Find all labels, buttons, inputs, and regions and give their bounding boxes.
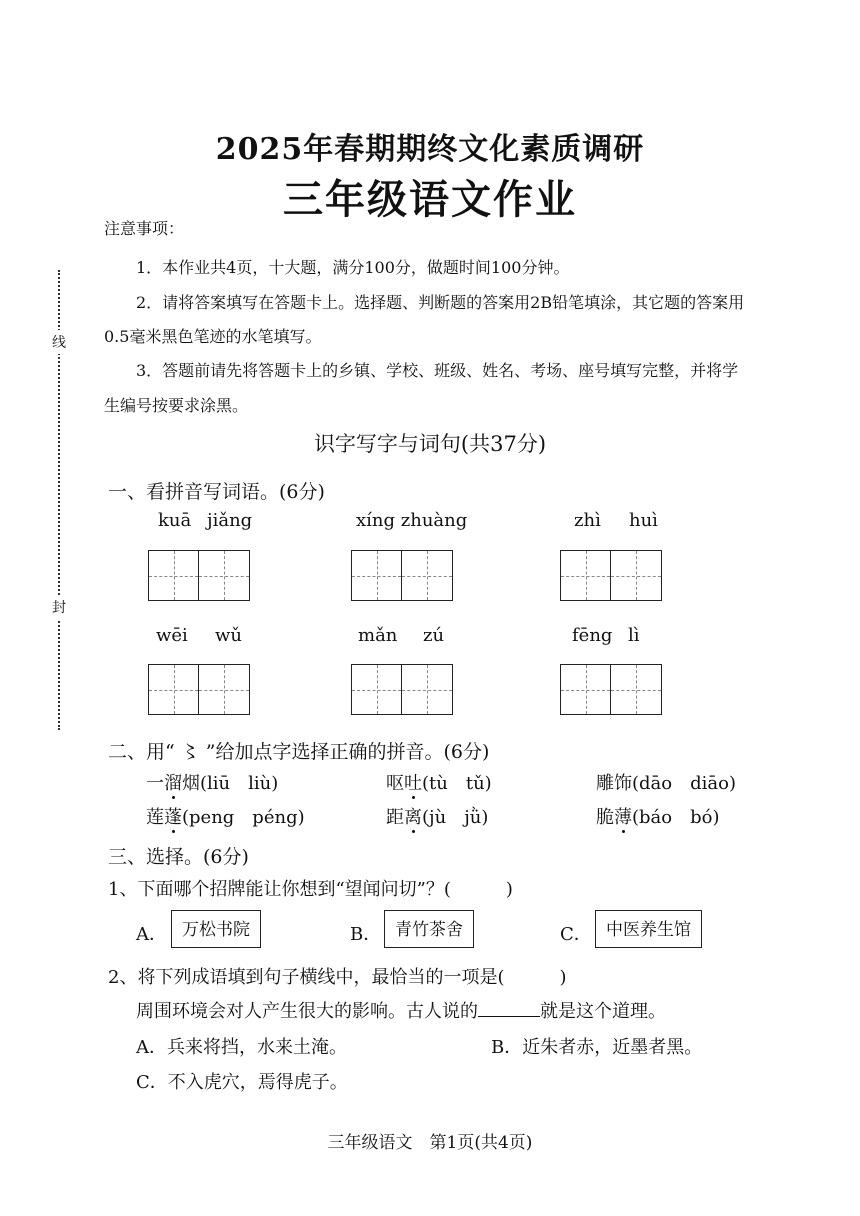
exam-subtitle: 三年级语文作业 [283,176,577,223]
notice-item-2-cont: 0.5毫米黑色笔迹的水笔填写。 [104,327,322,346]
q1-heading: 一、看拼音写词语。(6分) [108,481,325,503]
notice-item-3-cont: 生编号按要求涂黑。 [104,396,249,415]
pinyin-3b: huì [629,510,658,531]
pinyin-6a: fēng [572,625,613,646]
writing-grid-1[interactable] [148,550,250,601]
pinyin-1a: kuā [158,510,192,531]
writing-grid-6[interactable] [560,664,662,715]
pinyin-4b: wǔ [215,625,242,646]
page-footer: 三年级语文 第1页(共4页) [327,1133,533,1153]
binding-line-mark: 线 [52,330,66,354]
pinyin-5b: zú [423,625,445,646]
q3-q2-option-a[interactable]: A．兵来将挡，水来土淹。 [136,1037,347,1058]
q3-q2-sentence: 周围环境会对人产生很大的影响。古人说的 就是这个道理。 [136,1001,666,1022]
q3-question-2: 2、将下列成语填到句子横线中，最恰当的一项是( ) [108,967,567,988]
pinyin-5a: mǎn [358,625,398,646]
q2-item-5: 距离(jù jǜ) [386,803,488,829]
q2-item-2: 呕吐(tù tǔ) [386,769,492,795]
q2-heading: 二、用“ 〻 ”给加点字选择正确的拼音。(6分) [108,741,490,763]
pinyin-4a: wēi [156,625,188,646]
section-title: 识字写字与词句(共37分) [313,432,547,456]
q2-item-1: 一溜烟(liū liù) [146,769,278,795]
option-a-sign[interactable]: 万松书院 [171,910,261,948]
fill-blank[interactable] [478,1002,540,1017]
q3-heading: 三、选择。(6分) [108,846,249,868]
writing-grid-4[interactable] [148,664,250,715]
q3-question-1: 1、下面哪个招牌能让你想到“望闻问切”？( ) [108,879,513,900]
notice-item-1: 1．本作业共4页，十大题，满分100分，做题时间100分钟。 [136,258,570,277]
writing-grid-3[interactable] [560,550,662,601]
q2-item-4: 莲蓬(peng péng) [146,803,305,829]
option-c-sign[interactable]: 中医养生馆 [595,910,702,948]
q3-q2-option-b[interactable]: B．近朱者赤，近墨者黑。 [491,1037,703,1058]
pinyin-1b: jiǎng [207,510,253,531]
writing-grid-5[interactable] [351,664,453,715]
option-b-sign[interactable]: 青竹茶舍 [384,910,474,948]
exam-title: 2025年春期期终文化素质调研 [215,132,645,167]
binding-seal-mark: 封 [52,595,66,619]
option-a-letter: A． [136,924,167,945]
q2-item-6: 脆薄(báo bó) [596,803,720,829]
q3-q2-option-c[interactable]: C．不入虎穴，焉得虎子。 [136,1072,348,1093]
option-c-letter: C． [560,924,592,945]
writing-grid-2[interactable] [351,550,453,601]
notice-item-2: 2．请将答案填写在答题卡上。选择题、判断题的答案用2B铅笔填涂，其它题的答案用 [136,293,745,312]
notice-item-3: 3．答题前请先将答题卡上的乡镇、学校、班级、姓名、考场、座号填写完整，并将学 [136,361,739,380]
notice-label: 注意事项： [104,219,185,238]
q2-item-3: 雕饰(dāo diāo) [596,773,736,794]
pinyin-6b: lì [628,625,640,646]
option-b-letter: B． [350,924,382,945]
pinyin-3a: zhì [574,510,601,531]
pinyin-2: xíng zhuàng [356,510,468,531]
